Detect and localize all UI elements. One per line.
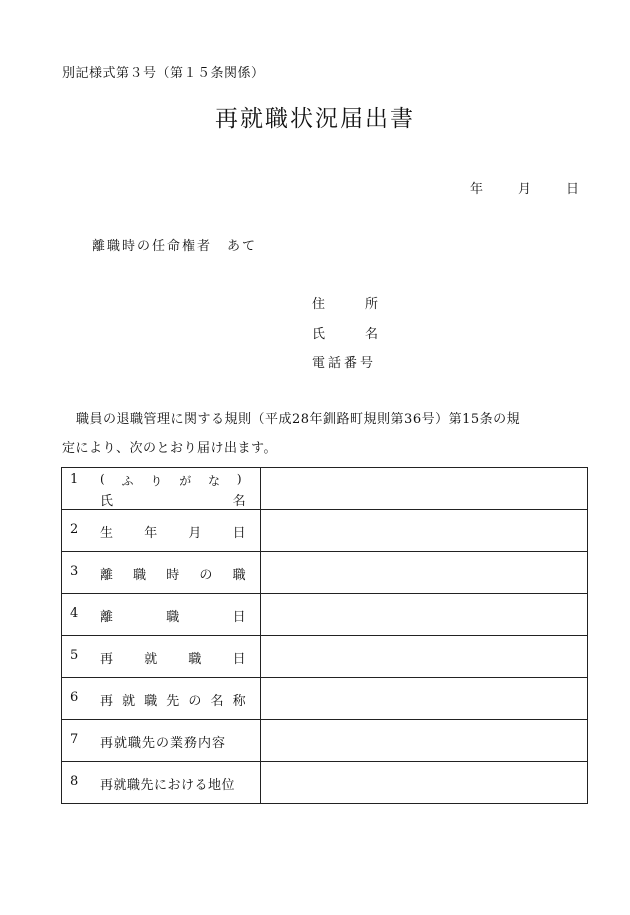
table-row — [62, 510, 588, 552]
row-number: 4 — [70, 606, 79, 621]
birthdate-value-field[interactable] — [260, 510, 587, 552]
date-year-label: 年 — [470, 182, 484, 197]
employer-name-value-field[interactable] — [260, 678, 587, 720]
table-row — [62, 762, 588, 804]
row-label-reemployment-date — [62, 636, 261, 678]
applicant-address-label: 住 所 — [312, 297, 379, 312]
date-day-label: 日 — [566, 182, 580, 197]
document-title: 再就職状況届出書 — [215, 106, 415, 132]
row-number: 1 — [70, 472, 79, 487]
table-row — [62, 720, 588, 762]
table-row — [62, 594, 588, 636]
row-number: 7 — [70, 732, 79, 747]
row-number: 8 — [70, 774, 79, 789]
position-at-employer-value-field[interactable] — [260, 762, 587, 804]
declaration-line-1: 職員の退職管理に関する規則（平成28年釧路町規則第36号）第15条の規 — [76, 412, 521, 427]
reemployment-form-table — [61, 467, 588, 804]
table-row — [62, 636, 588, 678]
row-label-birthdate — [62, 510, 261, 552]
table-row — [62, 678, 588, 720]
row-number: 6 — [70, 690, 79, 705]
recipient-line: 離職時の任命権者 あて — [92, 239, 258, 254]
declaration-text — [62, 405, 588, 463]
row-number: 3 — [70, 564, 79, 579]
table-row — [62, 468, 588, 510]
row-label-position-at-retirement — [62, 552, 261, 594]
row-label-employer-name — [62, 678, 261, 720]
form-number-label: 別記様式第３号（第１５条関係） — [62, 66, 265, 81]
business-content-label: 再就職先の業務内容 — [100, 736, 227, 751]
reemployment-date-label: 再 就 職 日 — [100, 652, 246, 667]
position-at-retirement-label: 離 職 時 の 職 — [100, 568, 246, 583]
declaration-line-2: 定により、次のとおり届け出ます。 — [62, 441, 277, 456]
retirement-date-value-field[interactable] — [260, 594, 587, 636]
row-number: 2 — [70, 522, 79, 537]
furigana-label: ( ふ り が な ) — [100, 472, 242, 488]
business-content-value-field[interactable] — [260, 720, 587, 762]
position-at-retirement-value-field[interactable] — [260, 552, 587, 594]
name-label: 氏 名 — [100, 494, 246, 509]
reemployment-date-value-field[interactable] — [260, 636, 587, 678]
table-row — [62, 552, 588, 594]
applicant-phone-label: 電話番号 — [312, 356, 377, 371]
row-number: 5 — [70, 648, 79, 663]
applicant-name-label: 氏 名 — [312, 327, 379, 342]
birthdate-label: 生 年 月 日 — [100, 526, 246, 541]
name-value-field[interactable] — [260, 468, 587, 510]
row-label-position-at-employer — [62, 762, 261, 804]
row-label-business-content — [62, 720, 261, 762]
retirement-date-label: 離 職 日 — [100, 610, 246, 625]
row-label-name — [62, 468, 261, 510]
position-at-employer-label: 再就職先における地位 — [100, 778, 236, 793]
row-label-retirement-date — [62, 594, 261, 636]
date-month-label: 月 — [518, 182, 532, 197]
employer-name-label: 再 就 職 先 の 名 称 — [100, 694, 246, 709]
